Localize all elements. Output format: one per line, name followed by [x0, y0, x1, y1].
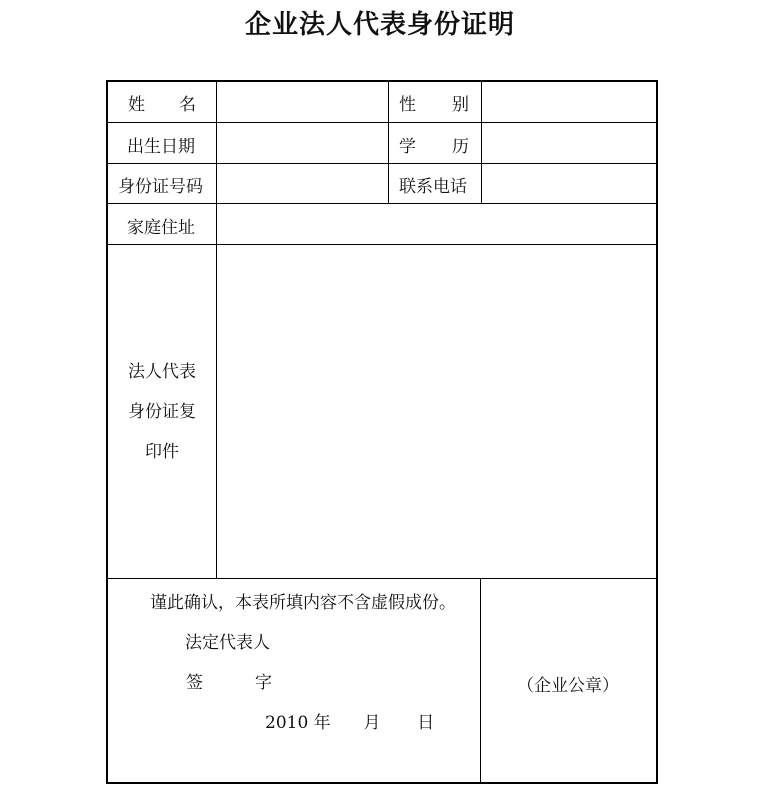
id-copy-area[interactable]	[218, 245, 655, 578]
column-divider	[388, 80, 389, 203]
company-seal-label: （企业公章）	[517, 676, 619, 696]
date-line	[265, 708, 434, 733]
gender-label: 性 别	[399, 95, 469, 115]
column-divider	[216, 80, 217, 578]
education-field[interactable]	[483, 123, 655, 163]
table-border-bottom	[106, 782, 658, 784]
id-copy-label: 法人代表 身份证复 印件	[128, 362, 196, 462]
phone-field[interactable]	[483, 164, 655, 203]
row-divider	[106, 578, 658, 579]
birthdate-field[interactable]	[218, 123, 388, 163]
date-day: 日	[417, 713, 435, 733]
representative-label: 法定代表人	[185, 633, 270, 653]
address-field[interactable]	[218, 204, 655, 244]
page-title: 企业法人代表身份证明	[244, 10, 515, 40]
id-number-label: 身份证号码	[118, 177, 203, 197]
company-seal-area[interactable]	[482, 580, 655, 781]
column-divider	[481, 80, 482, 203]
declaration-statement: 谨此确认，本表所填内容不含虚假成份。	[150, 593, 456, 613]
signature-label: 签 字	[186, 673, 272, 693]
address-label: 家庭住址	[127, 218, 195, 238]
date-month: 月	[363, 713, 381, 733]
birthdate-label: 出生日期	[127, 137, 195, 157]
phone-label: 联系电话	[399, 177, 467, 197]
table-border-right	[656, 80, 658, 784]
id-number-field[interactable]	[218, 164, 388, 203]
column-divider	[480, 578, 481, 783]
education-label: 学 历	[399, 137, 469, 157]
date-year: 2010 年	[265, 713, 331, 733]
gender-field[interactable]	[483, 82, 655, 122]
name-field[interactable]	[218, 82, 388, 122]
name-label: 姓 名	[128, 95, 196, 115]
signature-field[interactable]	[290, 664, 470, 692]
